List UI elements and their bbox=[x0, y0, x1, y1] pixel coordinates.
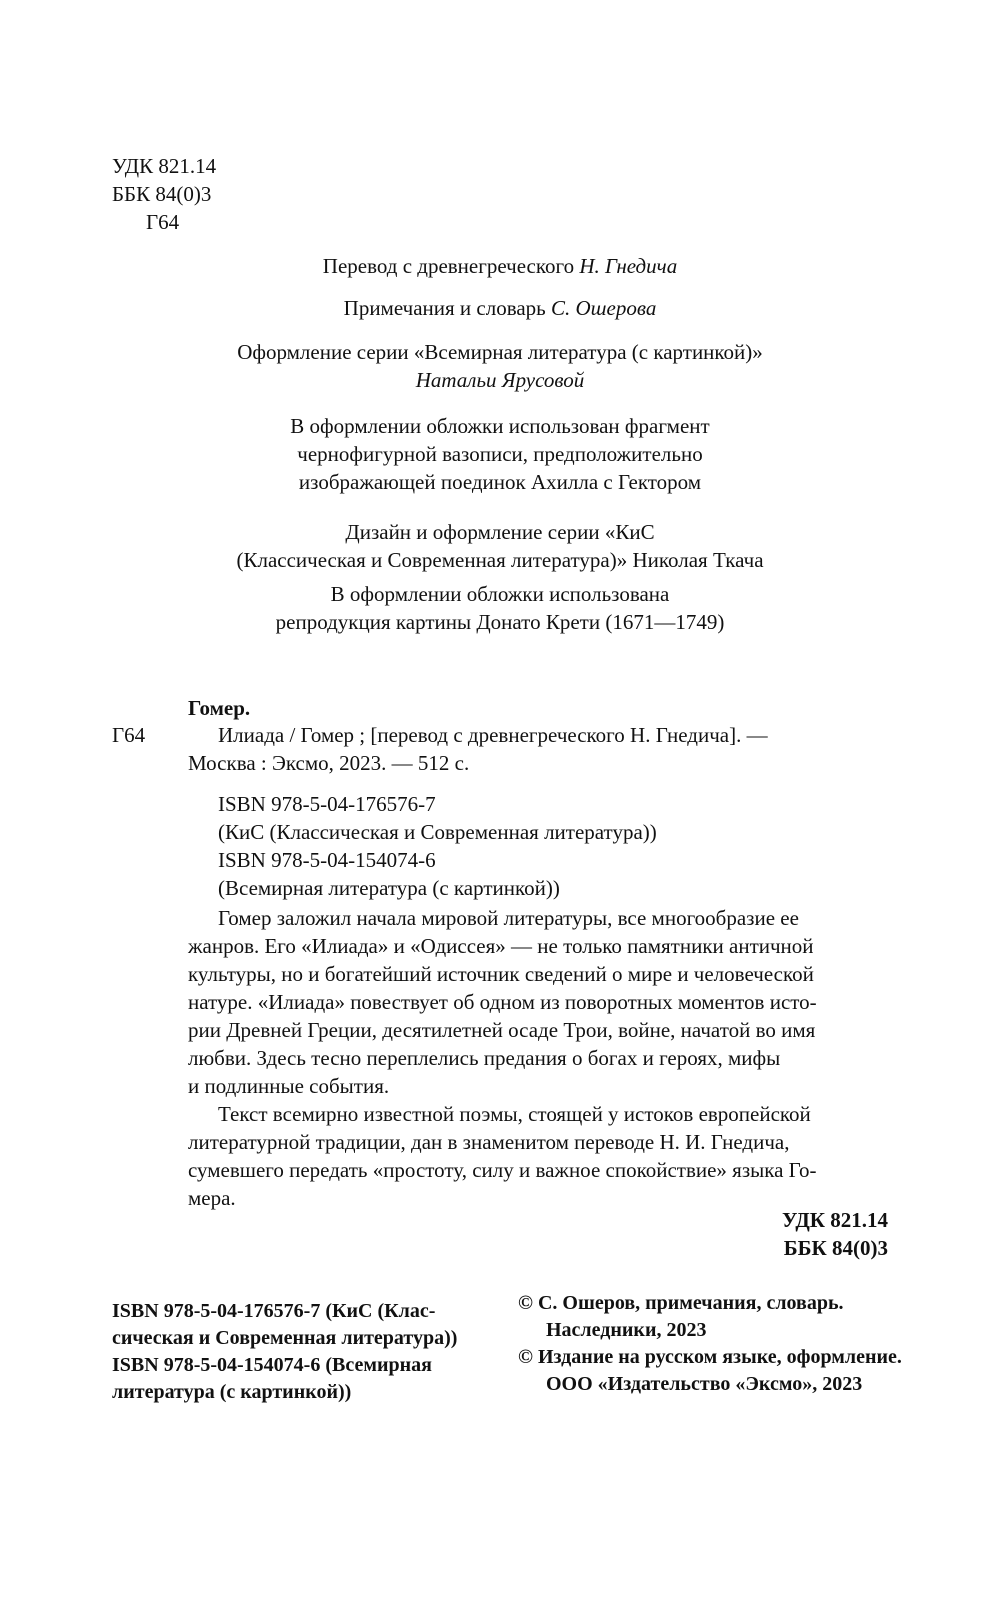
cover-fragment-line: В оформлении обложки использован фрагмент bbox=[290, 414, 710, 438]
bottom-isbn-block bbox=[112, 1298, 457, 1406]
bottom-isbn-line: сическая и Современная литература)) bbox=[112, 1327, 458, 1349]
copyright-line: © С. Ошеров, примечания, словарь. bbox=[518, 1292, 844, 1314]
translation-label: Перевод с древнегреческого bbox=[322, 254, 575, 278]
copyright-line: Наследники, 2023 bbox=[546, 1319, 707, 1341]
cover-repro-line: репродукция картины Донато Крети (1671—1749) bbox=[275, 610, 725, 634]
catalog-mark: Г64 bbox=[112, 723, 146, 747]
translator-name: Н. Гнедича bbox=[579, 254, 678, 278]
footer-udk: УДК 821.14 bbox=[782, 1208, 888, 1232]
annotation-line: и подлинные события. bbox=[188, 1074, 390, 1098]
cover-repro-line: В оформлении обложки использована bbox=[330, 582, 670, 606]
series-design-label: Оформление серии «Всемирная литература (с картинкой)» bbox=[237, 340, 763, 364]
annotation-line: Текст всемирно известной поэмы, стоящей у истоков европейской bbox=[218, 1102, 811, 1126]
copyright-line: © Издание на русском языке, оформление. bbox=[518, 1346, 902, 1368]
annotation-line: сумевшего передать «простоту, силу и важное спокойствие» языка Го- bbox=[188, 1158, 817, 1182]
catalog-title-line: Москва : Эксмо, 2023. — 512 с. bbox=[188, 751, 470, 775]
catalog-isbn-series: (Всемирная литература (с картинкой)) bbox=[218, 876, 560, 900]
cover-fragment-line: изображающей поединок Ахилла с Гектором bbox=[298, 470, 702, 494]
series-design-credit bbox=[0, 338, 1000, 394]
footer-codes bbox=[600, 1206, 888, 1262]
cover-fragment-line: чернофигурной вазописи, предположительно bbox=[297, 442, 703, 466]
kis-design-line: (Классическая и Современная литература)» Николая Ткача bbox=[236, 548, 764, 572]
series-designer-name: Натальи Ярусовой bbox=[415, 368, 585, 392]
catalog-title bbox=[188, 721, 888, 777]
annotation bbox=[188, 904, 888, 1212]
cover-repro-note bbox=[0, 580, 1000, 636]
annotation-line: мера. bbox=[188, 1186, 236, 1210]
annotation-line: культуры, но и богатейший источник сведений о мире и человеческой bbox=[188, 962, 814, 986]
notes-credit bbox=[0, 294, 1000, 322]
bottom-isbn-line: ISBN 978-5-04-176576-7 (КиС (Клас- bbox=[112, 1300, 436, 1322]
annotation-line: натуре. «Илиада» повествует об одном из поворотных моментов исто- bbox=[188, 990, 817, 1014]
annotation-line: жанров. Его «Илиада» и «Одиссея» — не только памятники античной bbox=[188, 934, 814, 958]
header-codes bbox=[112, 152, 216, 236]
annotation-line: любви. Здесь тесно переплелись предания о богах и героях, мифы bbox=[188, 1046, 781, 1070]
translation-credit bbox=[0, 252, 1000, 280]
kis-design-credit bbox=[0, 518, 1000, 574]
copyright-line: ООО «Издательство «Эксмо», 2023 bbox=[546, 1373, 863, 1395]
notes-author-name: С. Ошерова bbox=[551, 296, 657, 320]
catalog-author-heading: Гомер. bbox=[188, 696, 251, 720]
bottom-isbn-line: литература (с картинкой)) bbox=[112, 1381, 352, 1403]
annotation-line: рии Древней Греции, десятилетней осаде Трои, войне, начатой во имя bbox=[188, 1018, 816, 1042]
bottom-isbn-line: ISBN 978-5-04-154074-6 (Всемирная bbox=[112, 1354, 432, 1376]
cover-fragment-note bbox=[0, 412, 1000, 496]
udk-code: УДК 821.14 bbox=[112, 154, 217, 178]
annotation-line: литературной традиции, дан в знаменитом переводе Н. И. Гнедича, bbox=[188, 1130, 790, 1154]
copyright-block bbox=[518, 1290, 902, 1398]
author-mark: Г64 bbox=[146, 210, 180, 234]
catalog-isbn: ISBN 978-5-04-154074-6 bbox=[218, 848, 436, 872]
bbk-code: ББК 84(0)3 bbox=[112, 182, 212, 206]
notes-label: Примечания и словарь bbox=[343, 296, 546, 320]
catalog-isbn-list bbox=[218, 790, 657, 902]
catalog-isbn: ISBN 978-5-04-176576-7 bbox=[218, 792, 436, 816]
kis-design-line: Дизайн и оформление серии «КиС bbox=[345, 520, 655, 544]
catalog-title-line: Илиада / Гомер ; [перевод с древнегреческого Н. Гнедича]. — bbox=[218, 723, 768, 747]
annotation-line: Гомер заложил начала мировой литературы, все многообразие ее bbox=[218, 906, 799, 930]
footer-bbk: ББК 84(0)3 bbox=[783, 1236, 888, 1260]
catalog-isbn-series: (КиС (Классическая и Современная литература)) bbox=[218, 820, 657, 844]
